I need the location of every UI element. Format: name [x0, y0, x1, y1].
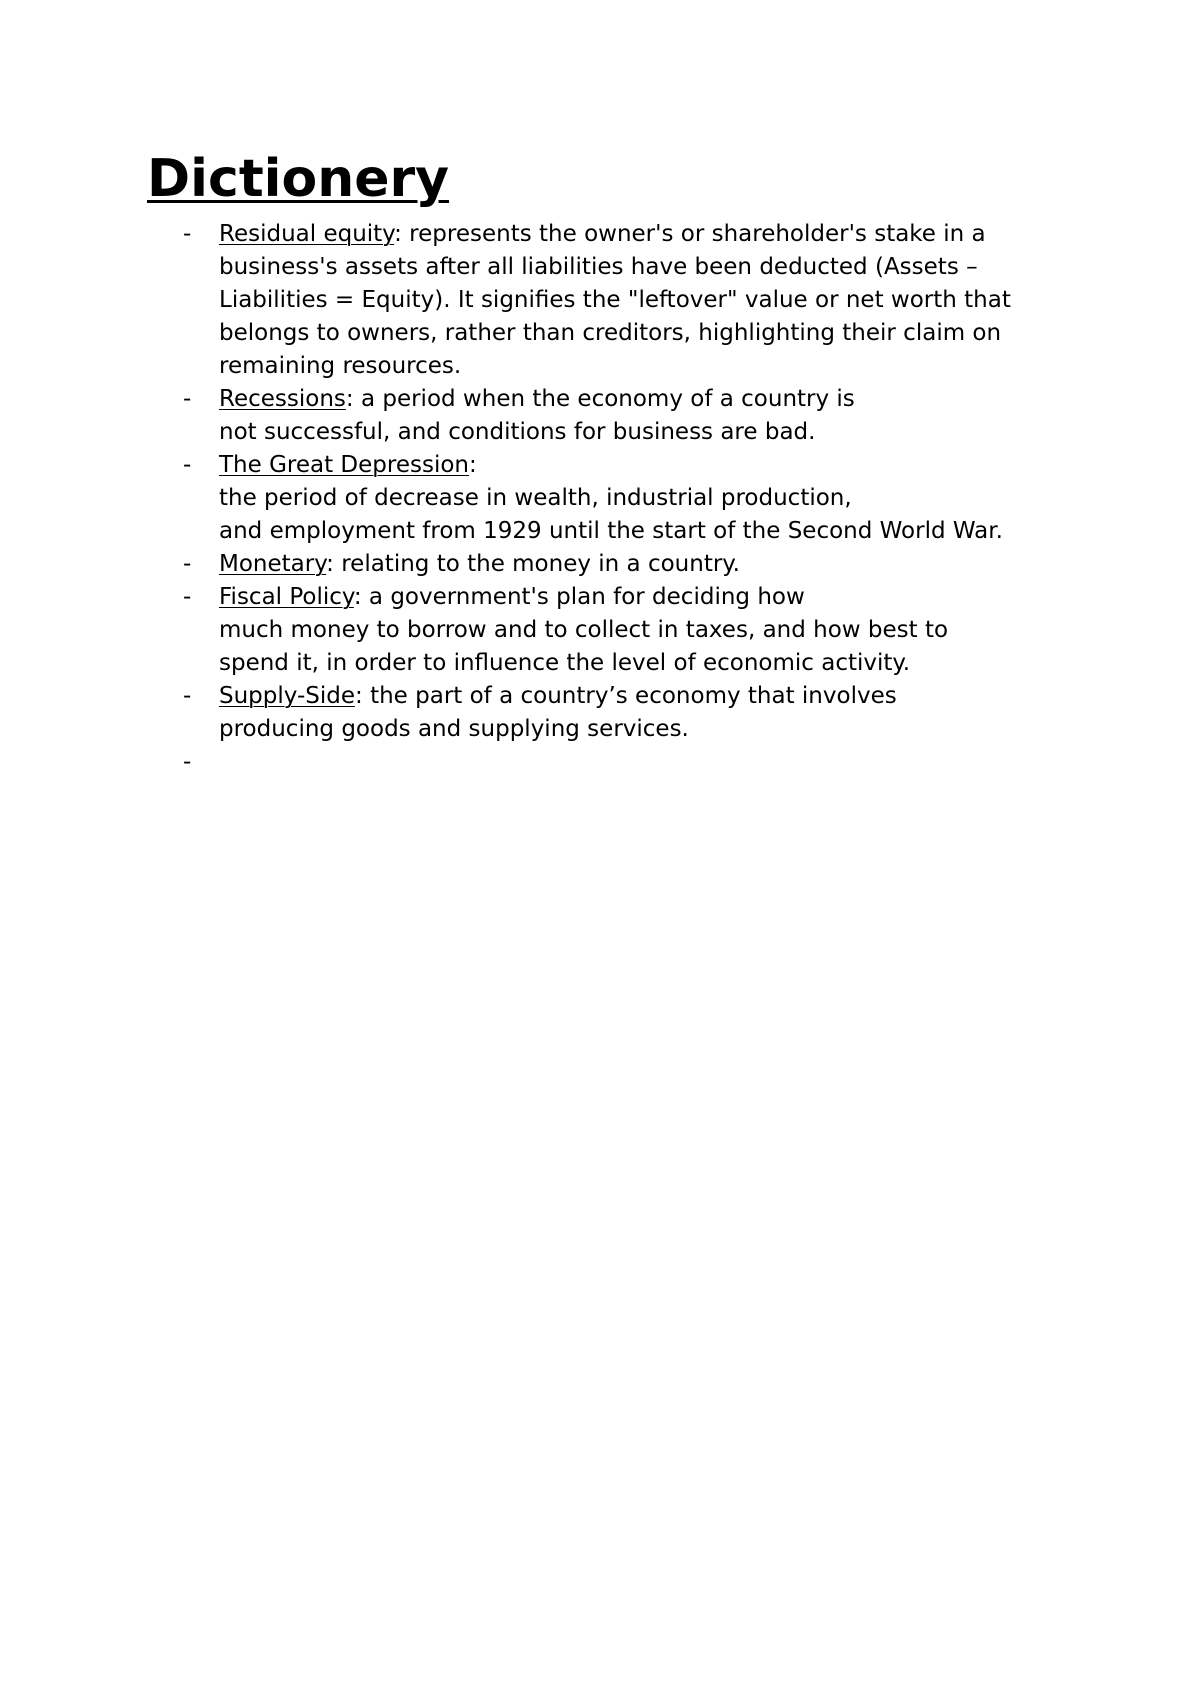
definition-line: and employment from 1929 until the start of the Second World War.: [219, 518, 1003, 544]
definition-line: business's assets after all liabilities have been deducted (Assets –: [219, 254, 978, 280]
definition-line: [219, 383, 1083, 416]
list-bullet: -: [183, 221, 192, 247]
document-title: Dictionery: [147, 149, 450, 209]
list-bullet: -: [183, 452, 192, 478]
definition-line: Liabilities = Equity). It signifies the "leftover" value or net worth that: [219, 287, 1011, 313]
definition-term: Supply-Side: [219, 683, 356, 709]
definition-line: much money to borrow and to collect in taxes, and how best to: [219, 617, 949, 643]
definition-text: : a government's plan for deciding how: [353, 584, 805, 610]
definition-item-monetary: [183, 548, 1083, 581]
list-bullet: -: [183, 584, 192, 610]
definition-item-great-depression: [183, 449, 1083, 548]
definition-item-residual-equity: [183, 218, 1083, 383]
definition-line: producing goods and supplying services.: [219, 716, 689, 742]
definition-list: [183, 218, 1083, 779]
definition-text: : represents the owner's or shareholder's stake in a: [394, 221, 986, 247]
definition-line: [219, 449, 1083, 482]
empty-line[interactable]: [219, 746, 1083, 779]
definition-line: the period of decrease in wealth, industrial production,: [219, 485, 852, 511]
definition-term: Monetary: [219, 551, 327, 577]
definition-line: remaining resources.: [219, 353, 462, 379]
list-bullet: -: [183, 386, 192, 412]
definition-text: : a period when the economy of a country is: [345, 386, 855, 412]
definition-text: : relating to the money in a country.: [326, 551, 740, 577]
definition-item-supply-side: [183, 680, 1083, 746]
definition-text: : the part of a country’s economy that involves: [355, 683, 897, 709]
definition-text: :: [469, 452, 477, 478]
definition-line: spend it, in order to influence the level of economic activity.: [219, 650, 911, 676]
list-bullet: -: [183, 683, 192, 709]
definition-item-fiscal-policy: [183, 581, 1083, 680]
definition-line: [219, 218, 1083, 251]
list-bullet: -: [183, 749, 192, 775]
definition-term: Residual equity: [219, 221, 395, 247]
definition-term: Recessions: [219, 386, 346, 412]
definition-term: Fiscal Policy: [219, 584, 354, 610]
definition-line: belongs to owners, rather than creditors, highlighting their claim on: [219, 320, 1002, 346]
empty-list-item[interactable]: [183, 746, 1083, 779]
definition-item-recessions: [183, 383, 1083, 449]
definition-line: [219, 581, 1083, 614]
definition-line: not successful, and conditions for business are bad.: [219, 419, 816, 445]
definition-line: [219, 548, 1083, 581]
list-bullet: -: [183, 551, 192, 577]
definition-line: [219, 680, 1083, 713]
definition-term: The Great Depression: [219, 452, 470, 478]
